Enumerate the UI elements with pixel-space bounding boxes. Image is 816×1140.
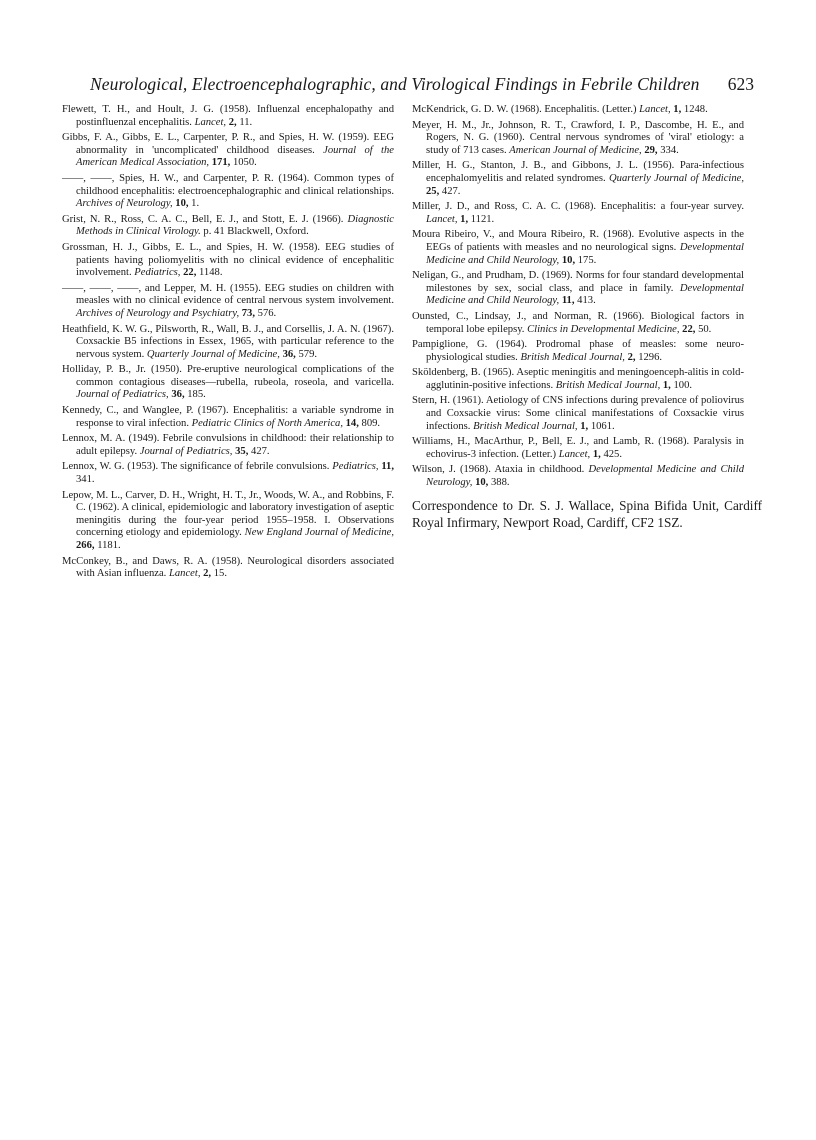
reference-journal: Pediatric Clinics of North America,	[191, 417, 343, 429]
reference-journal: Lancet,	[639, 104, 671, 115]
reference-authors: Gibbs, F. A., Gibbs, E. L., Carpenter, P. R., and Spies, H. W. (1959).	[62, 132, 370, 144]
page-number: 623	[727, 74, 754, 94]
reference-authors: Pampiglione, G. (1964).	[412, 339, 527, 351]
reference-item	[412, 229, 744, 267]
reference-pages: 413.	[577, 295, 596, 307]
reference-pages: 388.	[490, 477, 510, 489]
reference-volume: 22,	[682, 323, 696, 335]
reference-journal: Quarterly Journal of Medicine,	[609, 172, 744, 184]
reference-title: EEG studies on children with measles with no clinical evidence of central nervous system involvement.	[76, 282, 394, 307]
reference-authors: McKendrick, G. D. W. (1968).	[412, 104, 542, 115]
reference-item	[412, 270, 744, 308]
reference-pages: 1.	[191, 198, 200, 210]
reference-volume: 1,	[460, 213, 469, 225]
reference-volume: 171,	[211, 157, 231, 169]
reference-item	[62, 433, 394, 458]
reference-item	[62, 324, 394, 362]
reference-authors: Holliday, P. B., Jr. (1950).	[62, 364, 182, 376]
reference-journal: Diagnostic Methods in Clinical Virology.	[76, 213, 394, 238]
reference-journal: Lancet,	[426, 213, 458, 225]
reference-journal: Lancet,	[194, 116, 227, 128]
reference-authors: Grossman, H. J., Gibbs, E. L., and Spies, H. W. (1958).	[62, 241, 321, 253]
reference-item	[62, 556, 394, 581]
reference-journal: Archives of Neurology and Psychiatry,	[76, 307, 240, 319]
reference-authors: Ounsted, C., Lindsay, J., and Norman, R. (1966).	[412, 310, 645, 322]
reference-pages: 427.	[251, 445, 270, 457]
reference-authors: Lennox, M. A. (1949).	[62, 433, 160, 445]
reference-volume: 10,	[475, 477, 489, 489]
reference-title: Prodromal phase of measles: some neuro-physiological studies.	[426, 339, 744, 363]
reference-title: The significance of febrile convulsions.	[160, 461, 330, 473]
reference-volume: 73,	[241, 307, 255, 319]
reference-authors: Miller, H. G., Stanton, J. B., and Gibbons, J. L. (1956).	[412, 160, 675, 172]
reference-authors: Meyer, H. M., Jr., Johnson, R. T., Crawford, I. P., Dascombe, H. E., and Rogers, N. G. (1960).	[412, 119, 744, 144]
reference-item	[62, 283, 394, 321]
reference-authors: Neligan, G., and Prudham, D. (1969).	[412, 270, 573, 282]
reference-authors: Grist, N. R., Ross, C. A. C., Bell, E. J., and Stott, E. J. (1966).	[62, 213, 344, 225]
correspondence-note: Correspondence to Dr. S. J. Wallace, Spina Bifida Unit, Cardiff Royal Infirmary, Newport Road, Cardiff, CF2 1SZ.	[412, 498, 762, 531]
reference-pages: 11.	[239, 116, 253, 128]
reference-title: Encephalitis: a four-year survey.	[600, 201, 744, 213]
reference-authors: Stern, H. (1961).	[412, 395, 484, 407]
reference-pages: 1121.	[470, 213, 495, 225]
reference-volume: 10,	[561, 254, 576, 266]
reference-volume: 22,	[183, 267, 197, 279]
reference-item	[412, 201, 744, 226]
reference-item	[62, 104, 394, 129]
reference-pages: 1181.	[97, 540, 121, 551]
reference-pages: 1061.	[590, 420, 615, 432]
reference-journal: Developmental Medicine and Child Neurology,	[426, 464, 744, 489]
reference-title: Ataxia in childhood.	[494, 464, 585, 476]
reference-journal: Pediatrics,	[332, 461, 379, 473]
reference-pages: 425.	[603, 448, 622, 460]
reference-title: Encephalitis: a variable syndrome in response to viral infection.	[76, 405, 394, 429]
reference-pages: p. 41 Blackwell, Oxford.	[203, 226, 309, 238]
reference-title: Neurological disorders associated with Asian influenza.	[76, 555, 394, 580]
reference-journal: Pediatrics,	[134, 267, 181, 279]
reference-title: Febrile convulsions in childhood: their relationship to adult epilepsy.	[76, 433, 394, 457]
reference-volume: 1,	[592, 448, 601, 460]
reference-pages: 334.	[660, 144, 679, 156]
reference-journal: American Journal of Medicine,	[509, 144, 642, 156]
reference-pages: 100.	[673, 379, 693, 391]
reference-title: Pre-eruptive neurological complications of the common contagious diseases—rubella, rubeola, roseola, and varicella.	[76, 364, 394, 388]
reference-journal: British Medical Journal,	[520, 351, 625, 363]
references-right-column	[412, 104, 744, 493]
reference-authors: Kennedy, C., and Wanglee, P. (1967).	[62, 405, 229, 417]
reference-volume: 11,	[381, 461, 394, 473]
reference-authors: Heathfield, K. W. G., Pilsworth, R., Wall, B. J., and Corsellis, J. A. N. (1967).	[62, 323, 394, 335]
reference-volume: 11,	[561, 295, 575, 307]
reference-volume: 1,	[673, 104, 682, 115]
running-title: Neurological, Electroencephalographic, and Virological Findings in Febrile Children	[90, 74, 700, 94]
reference-title: Para-infectious encephalomyelitis and related syndromes.	[426, 160, 744, 184]
reference-pages: 1148.	[199, 267, 223, 279]
reference-journal: Clinics in Developmental Medicine,	[527, 323, 680, 335]
reference-authors: Sköldenberg, B. (1965).	[412, 367, 515, 379]
reference-pages: 579.	[298, 348, 318, 360]
reference-item	[62, 132, 394, 170]
reference-title: Biological factors in temporal lobe epilepsy.	[426, 310, 744, 335]
reference-pages: 1248.	[683, 104, 708, 115]
reference-pages: 185.	[187, 389, 206, 401]
reference-journal: Archives of Neurology,	[76, 198, 173, 210]
reference-volume: 35,	[235, 445, 249, 457]
reference-title: Common types of childhood encephalitis: electroencephalographic and clinical relationships.	[76, 172, 394, 197]
reference-item	[62, 364, 394, 402]
reference-authors: ——, ——, Spies, H. W., and Carpenter, P. R. (1964).	[62, 172, 310, 184]
reference-title: Paralysis in echovirus-3 infection. (Letter.)	[426, 436, 744, 460]
reference-title: Central nervous syndromes of 'viral' etiology: a study of 713 cases.	[426, 132, 745, 156]
reference-volume: 1,	[662, 379, 671, 391]
reference-journal: Developmental Medicine and Child Neurology,	[426, 241, 744, 266]
reference-title: Aetiology of CNS infections during prevalence of poliovirus and Coxsackie virus: Some clinical manifestations of Coxsackie virus infections.	[426, 395, 745, 432]
reference-pages: 809.	[361, 417, 381, 429]
reference-journal: British Medical Journal,	[555, 379, 661, 391]
reference-authors: McConkey, B., and Daws, R. A. (1958).	[62, 555, 243, 567]
reference-title: Aseptic meningitis and meningoenceph-alitis in cold-agglutinin-positive infections.	[426, 367, 744, 391]
reference-title: EEG studies of patients having poliomyelitis with no clinical evidence of encephalitic involvement.	[76, 241, 394, 279]
reference-pages: 1296.	[638, 351, 663, 363]
reference-journal: Journal of Pediatrics,	[139, 445, 233, 457]
reference-authors: Lepow, M. L., Carver, D. H., Wright, H. T., Jr., Woods, W. A., and Robbins, F. C. (1962).	[62, 489, 394, 514]
reference-pages: 175.	[577, 254, 597, 266]
reference-journal: Journal of the American Medical Association,	[76, 144, 394, 169]
reference-journal: Lancet,	[558, 448, 591, 460]
reference-journal: New England Journal of Medicine,	[244, 527, 394, 539]
reference-title: A clinical, epidemiologic and laboratory investigation of aseptic meningitis during the four-year period 1955–1958. I. Observations concerning etiology and epidemiology.	[76, 502, 394, 539]
reference-volume: 2,	[203, 568, 212, 580]
reference-journal: Quarterly Journal of Medicine,	[146, 348, 280, 360]
reference-journal: Journal of Pediatrics,	[76, 389, 169, 401]
reference-item	[412, 120, 744, 158]
reference-title: Influenzal encephalopathy and postinfluenzal encephalitis.	[76, 104, 394, 128]
reference-volume: 2,	[228, 116, 237, 128]
reference-pages: 15.	[213, 568, 227, 580]
reference-authors: Williams, H., MacArthur, P., Bell, E. J., and Lamb, R. (1968).	[412, 436, 690, 448]
reference-pages: 576.	[257, 307, 277, 319]
reference-item	[412, 160, 744, 198]
reference-authors: ——, ——, ——, and Lepper, M. H. (1955).	[62, 282, 261, 294]
reference-volume: 266,	[76, 540, 95, 551]
reference-journal: Developmental Medicine and Child Neurology,	[426, 282, 744, 307]
reference-item	[62, 214, 394, 239]
reference-volume: 2,	[627, 351, 636, 363]
reference-pages: 341.	[76, 474, 95, 486]
reference-title: Coxsackie B5 infections in Essex, 1965, with particular reference to the nervous system.	[76, 336, 394, 360]
reference-pages: 50.	[698, 323, 712, 335]
reference-item	[412, 395, 744, 433]
reference-title: Evolutive aspects in the EEGs of patients with measles and no neurological signs.	[426, 229, 744, 253]
reference-volume: 36,	[282, 348, 296, 360]
page-header	[62, 74, 754, 104]
reference-item	[412, 464, 744, 489]
reference-item	[412, 339, 744, 364]
reference-item	[62, 461, 394, 486]
reference-item	[412, 104, 744, 117]
reference-pages: 1050.	[232, 157, 257, 169]
reference-item	[62, 173, 394, 211]
reference-volume: 29,	[644, 144, 658, 156]
reference-item	[412, 311, 744, 336]
reference-item	[412, 436, 744, 461]
reference-authors: Miller, J. D., and Ross, C. A. C. (1968).	[412, 201, 597, 213]
reference-volume: 10,	[175, 198, 189, 210]
reference-pages: 427.	[441, 185, 461, 197]
reference-volume: 25,	[426, 185, 440, 197]
reference-authors: Moura Ribeiro, V., and Moura Ribeiro, R. (1968).	[412, 229, 635, 241]
reference-volume: 14,	[345, 417, 359, 429]
reference-journal: British Medical Journal,	[473, 420, 578, 432]
reference-volume: 36,	[171, 389, 185, 401]
reference-item	[62, 242, 394, 280]
reference-item	[62, 405, 394, 430]
reference-volume: 1,	[580, 420, 589, 432]
reference-authors: Flewett, T. H., and Hoult, J. G. (1958).	[62, 104, 251, 115]
reference-title: Encephalitis. (Letter.)	[544, 104, 637, 115]
reference-authors: Wilson, J. (1968).	[412, 464, 491, 476]
reference-journal: Lancet,	[168, 568, 201, 580]
reference-item	[412, 367, 744, 392]
reference-title: EEG abnormality in 'uncomplicated' childhood diseases.	[76, 132, 394, 156]
reference-item	[62, 490, 394, 553]
reference-title: Norms for four standard developmental milestones by sex, social class, and place in family.	[426, 270, 745, 294]
references-left-column	[62, 104, 394, 584]
reference-authors: Lennox, W. G. (1953).	[62, 461, 159, 473]
